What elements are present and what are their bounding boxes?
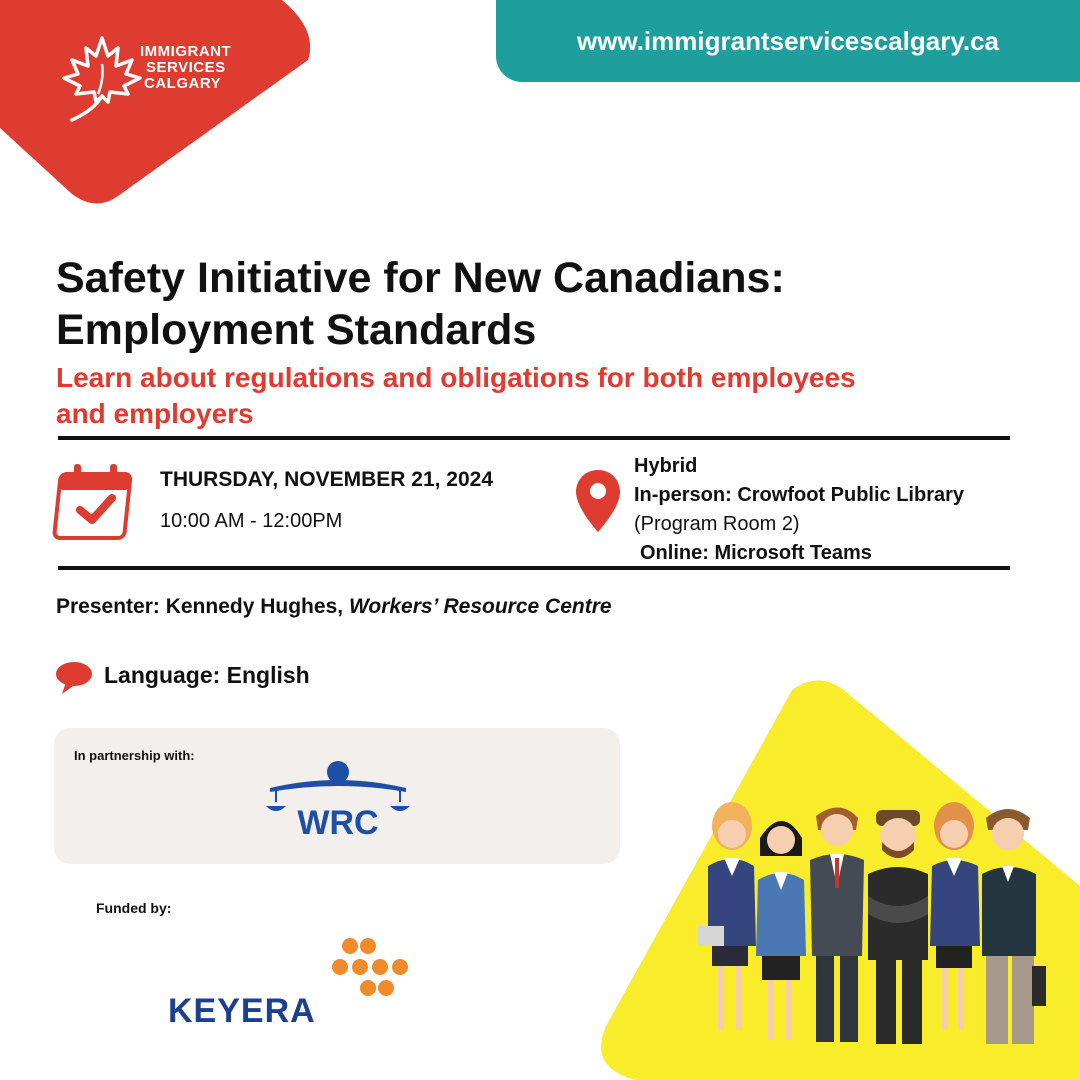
business-people-illustration [692, 796, 1062, 1060]
person-5 [930, 802, 980, 1030]
speech-bubble-icon [54, 660, 94, 696]
subtitle-line-1: Learn about regulations and obligations for both employees [56, 362, 856, 393]
location-block [634, 452, 964, 568]
divider-top [58, 436, 1010, 440]
organization-logo-text [140, 44, 231, 92]
maple-leaf-icon [58, 34, 144, 124]
title-line-1: Safety Initiative for New Canadians: [56, 254, 785, 302]
person-2 [756, 821, 806, 1040]
red-corner-shape [0, 0, 330, 210]
person-4 [868, 810, 928, 1044]
location-online: Online: Microsoft Teams [640, 542, 872, 564]
website-link[interactable]: www.immigrantservicescalgary.ca [577, 26, 999, 56]
presenter-organization: Workers’ Resource Centre [348, 595, 612, 618]
logo-line-2: SERVICES [146, 59, 226, 76]
funder-logo-text: KEYERA [168, 992, 316, 1030]
person-1 [698, 802, 756, 1030]
scales-icon [266, 806, 286, 811]
presenter [56, 595, 612, 619]
person-3 [810, 807, 864, 1042]
event-language: Language: English [104, 662, 310, 688]
location-mode: Hybrid [634, 455, 698, 477]
map-pin-icon [574, 468, 622, 534]
logo-line-1: IMMIGRANT [140, 43, 232, 60]
person-6 [982, 809, 1046, 1044]
location-room: (Program Room 2) [634, 513, 800, 535]
subtitle-line-2: and employers [56, 398, 254, 429]
divider-bottom [58, 566, 1010, 570]
event-time: 10:00 AM - 12:00PM [160, 510, 343, 532]
funded-by-label: Funded by: [96, 900, 172, 916]
event-date: THURSDAY, NOVEMBER 21, 2024 [160, 468, 494, 491]
logo-line-3: CALGARY [144, 75, 222, 92]
dots-network-icon [326, 936, 410, 998]
calendar-check-icon [52, 462, 136, 542]
partnership-label: In partnership with: [74, 748, 195, 763]
wrc-logo [262, 758, 412, 840]
presenter-name: Presenter: Kennedy Hughes, [56, 595, 344, 618]
event-subtitle [56, 360, 1016, 432]
partner-logo-text: WRC [297, 804, 379, 840]
event-title [56, 252, 1016, 356]
location-in-person: In-person: Crowfoot Public Library [634, 484, 965, 506]
title-line-2: Employment Standards [56, 306, 537, 354]
